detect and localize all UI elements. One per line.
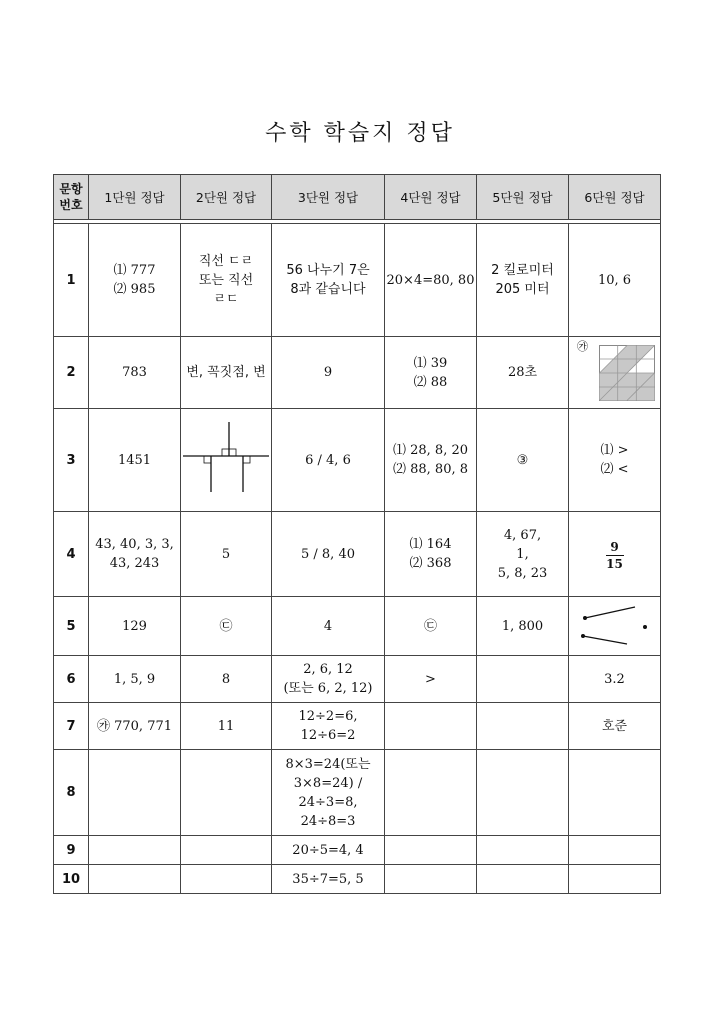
fraction-denominator: 15 <box>606 556 623 571</box>
answer-cell: ⑴ 164 ⑵ 368 <box>385 512 477 597</box>
answer-cell <box>385 750 477 836</box>
header-unit-4: 4단원 정답 <box>385 175 477 220</box>
table-row <box>54 337 661 409</box>
answer-cell: 28초 <box>477 337 569 409</box>
answer-cell: 11 <box>181 703 272 750</box>
answer-cell: ㉢ <box>181 597 272 656</box>
table-row <box>54 409 661 512</box>
answer-cell: 호준 <box>569 703 661 750</box>
answer-cell <box>385 703 477 750</box>
shaded-grid-figure <box>599 345 655 401</box>
answer-cell: 3.2 <box>569 656 661 703</box>
row-number: 4 <box>54 512 89 597</box>
answer-cell: 4, 67, 1, 5, 8, 23 <box>477 512 569 597</box>
answer-cell: ⑴ > ⑵ < <box>569 409 661 512</box>
header-unit-2: 2단원 정답 <box>181 175 272 220</box>
header-number: 문항 번호 <box>54 175 89 220</box>
row-number: 10 <box>54 865 89 894</box>
answer-cell: 9 <box>272 337 385 409</box>
answer-cell: 1, 800 <box>477 597 569 656</box>
answer-cell: 56 나누기 7은 8과 같습니다 <box>272 224 385 337</box>
fraction-numerator: 9 <box>610 539 619 554</box>
answer-cell <box>181 865 272 894</box>
answer-cell <box>181 750 272 836</box>
answer-cell: > <box>385 656 477 703</box>
answer-cell: 8 <box>181 656 272 703</box>
answer-cell <box>569 865 661 894</box>
answer-cell: ⑴ 28, 8, 20 ⑵ 88, 80, 8 <box>385 409 477 512</box>
answer-cell: ㉮ 770, 771 <box>89 703 181 750</box>
answer-cell: 8×3=24(또는 3×8=24) / 24÷3=8, 24÷8=3 <box>272 750 385 836</box>
header-unit-6: 6단원 정답 <box>569 175 661 220</box>
answer-cell: 4 <box>272 597 385 656</box>
row-number: 8 <box>54 750 89 836</box>
table-row <box>54 224 661 337</box>
answer-cell: 직선 ㄷㄹ 또는 직선 ㄹㄷ <box>181 224 272 337</box>
answer-cell <box>477 656 569 703</box>
answer-cell <box>477 750 569 836</box>
row-number: 3 <box>54 409 89 512</box>
answer-cell <box>89 836 181 865</box>
row-number: 1 <box>54 224 89 337</box>
fraction <box>606 540 624 571</box>
header-unit-3: 3단원 정답 <box>272 175 385 220</box>
answer-cell: 129 <box>89 597 181 656</box>
answer-cell: ③ <box>477 409 569 512</box>
answer-cell <box>89 750 181 836</box>
answer-cell: 2, 6, 12 (또는 6, 2, 12) <box>272 656 385 703</box>
answer-cell <box>569 750 661 836</box>
answer-cell: 10, 6 <box>569 224 661 337</box>
answer-cell <box>181 409 272 512</box>
answer-cell <box>385 865 477 894</box>
table-row <box>54 512 661 597</box>
answer-cell: 12÷2=6, 12÷6=2 <box>272 703 385 750</box>
header-unit-5: 5단원 정답 <box>477 175 569 220</box>
table-row <box>54 597 661 656</box>
page-title: 수학 학습지 정답 <box>265 121 455 146</box>
answer-cell: 43, 40, 3, 3, 43, 243 <box>89 512 181 597</box>
row-number: 2 <box>54 337 89 409</box>
row-number: 9 <box>54 836 89 865</box>
answer-cell: 20÷5=4, 4 <box>272 836 385 865</box>
answer-cell: 5 <box>181 512 272 597</box>
table-row <box>54 865 661 894</box>
answer-cell: 변, 꼭짓점, 변 <box>181 337 272 409</box>
answer-cell: ㉢ <box>385 597 477 656</box>
answer-cell <box>477 865 569 894</box>
answer-cell <box>569 337 661 409</box>
table-row <box>54 836 661 865</box>
row-number: 5 <box>54 597 89 656</box>
answer-cell: 6 / 4, 6 <box>272 409 385 512</box>
answer-cell <box>89 865 181 894</box>
answer-cell: 783 <box>89 337 181 409</box>
rays-figure <box>575 604 655 648</box>
answer-cell <box>569 512 661 597</box>
answer-table <box>53 174 661 894</box>
table-row <box>54 656 661 703</box>
table-row <box>54 750 661 836</box>
answer-cell: 35÷7=5, 5 <box>272 865 385 894</box>
answer-cell: ⑴ 777 ⑵ 985 <box>89 224 181 337</box>
header-row <box>54 175 661 220</box>
example-mark: ㉮ <box>577 340 588 353</box>
perpendicular-lines-figure <box>181 420 271 500</box>
answer-cell: 1451 <box>89 409 181 512</box>
answer-cell <box>385 836 477 865</box>
answer-cell <box>477 703 569 750</box>
answer-cell <box>181 836 272 865</box>
header-unit-1: 1단원 정답 <box>89 175 181 220</box>
answer-cell <box>477 836 569 865</box>
answer-cell: 1, 5, 9 <box>89 656 181 703</box>
answer-cell <box>569 836 661 865</box>
table-row <box>54 703 661 750</box>
row-number: 6 <box>54 656 89 703</box>
answer-cell: 5 / 8, 40 <box>272 512 385 597</box>
answer-cell <box>569 597 661 656</box>
answer-cell: 2 킬로미터 205 미터 <box>477 224 569 337</box>
answer-cell: ⑴ 39 ⑵ 88 <box>385 337 477 409</box>
answer-cell: 20×4=80, 80 <box>385 224 477 337</box>
row-number: 7 <box>54 703 89 750</box>
fraction-bar <box>606 555 624 556</box>
